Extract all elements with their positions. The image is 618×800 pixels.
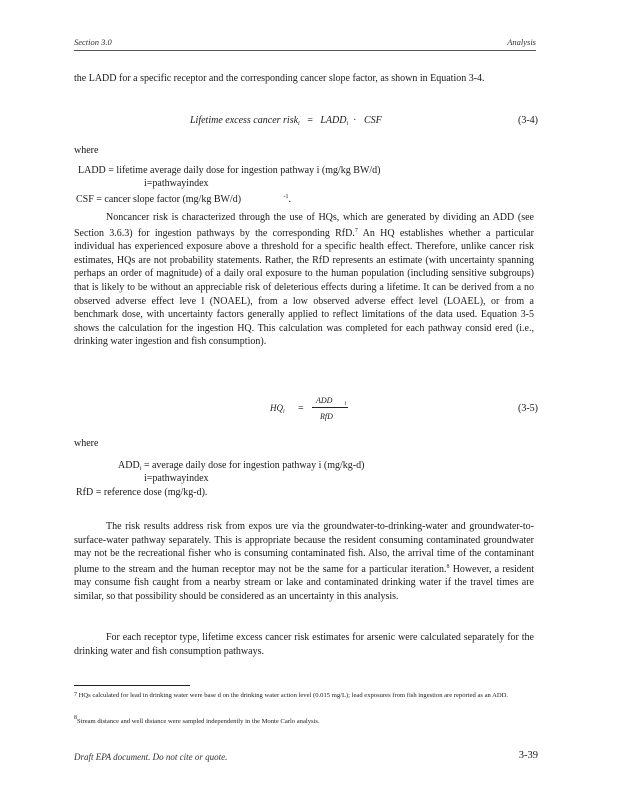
running-header-title: Analysis [507,37,536,47]
paragraph-arsenic-text: For each receptor type, lifetime excess cancer risk estimates for arsenic were calculated separately for the drinking water and fish consumption pathways. [74,632,534,657]
eq34-lhs-sub: i [298,121,300,127]
definition-ladd: LADD = lifetime average daily dose for ingestion pathway i (mg/kg BW/d) [78,165,381,176]
footer-draft-notice: Draft EPA document. Do not cite or quote. [74,752,228,762]
definition-csf-text: CSF = cancer slope factor (mg/kg BW/d) [76,194,242,205]
definition-add-index: i=pathwayindex [144,473,209,484]
definition-csf-exponent: -1 [283,194,289,200]
footnote-ref-8: 8 [446,563,450,570]
equation-3-4-number: (3-4) [518,115,538,126]
eq34-ladd: LADD [320,115,347,126]
definition-csf-period: . [288,194,292,205]
footnote-7 [74,690,544,704]
equation-3-5-number: (3-5) [518,403,538,414]
eq34-equals: = [307,115,313,126]
header-rule [74,50,536,51]
eq34-ladd-sub: i [346,121,349,127]
running-header-section: Section 3.0 [74,37,112,47]
footnote-7-text: HQs calculated for lead in drinking water were base d on the drinking water action level (0.015 mg/L); lead exposures from fish ingestion are reported as an ADD. [78,692,509,699]
paragraph-arsenic [74,631,534,658]
definition-ladd-index: i=pathwayindex [144,178,209,189]
eq35-equals: = [298,403,304,414]
eq35-numerator [316,394,346,412]
eq35-hq-sub: i [283,409,285,415]
definition-csf [76,191,291,207]
eq35-add-sub: i [344,401,347,407]
definition-add-symbol: ADD [118,460,140,471]
equation-3-4 [190,114,382,132]
paragraph-noncancer-text: Noncancer risk is characterized through the use of HQs, which are generated by dividing an ADD (see Section 3.6.3) for ingestion pathways by the corresponding RfD. [74,212,534,239]
eq34-csf: CSF [363,115,382,126]
paragraph-noncancer-risk [74,211,534,349]
page-number: 3-39 [518,750,538,761]
paragraph-exposure-pathways [74,520,534,604]
footnote-8 [74,713,544,727]
equation-3-5-lhs [270,402,285,420]
definition-add-sub: i [139,466,142,472]
where-label-1: where [74,145,99,156]
footnote-8-mark: 8 [74,715,77,721]
eq34-lhs: Lifetime excess cancer risk [190,115,299,126]
footnote-8-text: Stream distance and well distance were sampled independently in the Monte Carlo analysis. [77,718,320,725]
eq34-dot: · [353,115,357,126]
footnote-ref-7: 7 [354,227,358,234]
definition-rfd: RfD = reference dose (mg/kg-d). [76,487,208,498]
where-label-2: where [74,438,99,449]
paragraph-intro [74,72,534,86]
definition-add-text: = average daily dose for ingestion pathway i (mg/kg-d) [143,460,365,471]
paragraph-exposure-rest: However, a resident may consume fish caught from a nearby stream or lake and contaminated drinking water if the travel times are similar, so that possibility should be considered as an uncertainty in this analysis. [74,563,534,602]
paragraph-intro-text: the LADD for a specific receptor and the corresponding cancer slope factor, as shown in Equation 3-4. [74,73,485,84]
eq35-denominator: RfD [320,412,333,421]
fraction-bar [312,407,348,408]
paragraph-noncancer-rest: An HQ establishes whether a particular individual has experienced exposure above a threshold for a specific health effect. Therefore, unlike cancer risk estimates, HQs are not probability statements. Rather, the RfD represents an estimate (with uncertainty spanning perhaps an order of magnitude) of a daily oral exposure to the human population (including sensitive subgroups) that is likely to be without an appreciable risk of deleterious effects during a lifetime. It can be derived from a no observed adverse effect leve l (NOAEL), from a low observed adverse effect level (LOAEL), or from a benchmark dose, with uncertainty factors generally applied to reflect limitations of the data used. Equation 3-5 shows the calculation for the ingestion HQ. This calculation was completed for each pathway consid ered (i.e., drinking water ingestion and fish consumption). [74,227,534,348]
footnote-rule [74,685,190,686]
footnote-7-mark: 7 [74,692,77,698]
eq35-hq: HQ [270,403,283,413]
eq35-add: ADD [316,396,333,405]
paragraph-exposure-text: The risk results address risk from expos ure via the groundwater-to-drinking-water and groundwater-to-surface-water pathway separately. This is appropriate because the resident consuming contaminated groundwater may not be the recreational fisher who is consuming contaminated fish. Also, the arrival time of the contaminant plume to the stream and the human receptor may not be the same for a particular iteration. [74,521,534,575]
